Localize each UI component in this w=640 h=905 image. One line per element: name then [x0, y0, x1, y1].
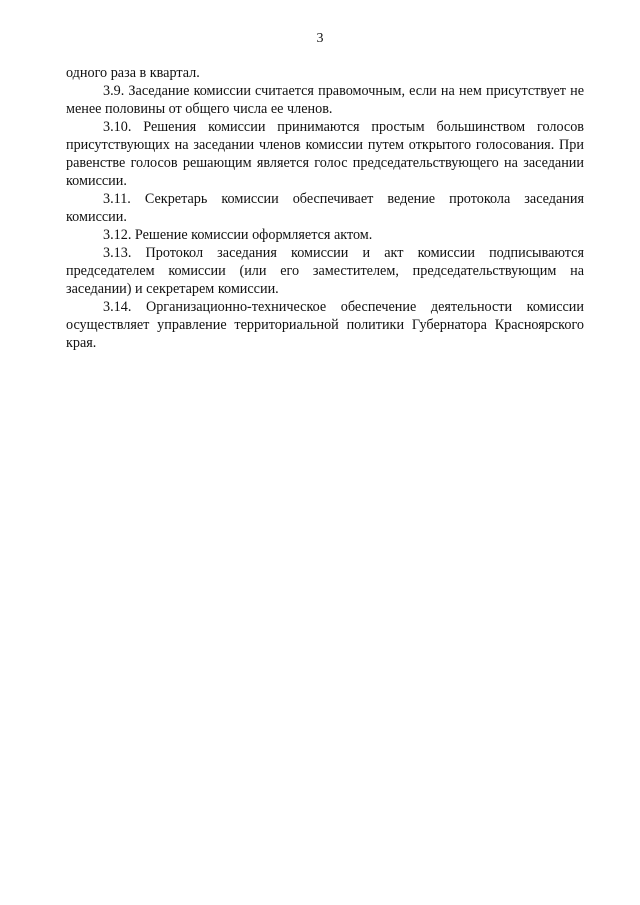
paragraph-3-12: 3.12. Решение комиссии оформляется актом. — [103, 227, 373, 243]
paragraph-continuation: одного раза в квартал. — [66, 65, 200, 81]
document-body — [66, 64, 584, 352]
paragraph-3-13: 3.13. Протокол заседания комиссии и акт комиссии подписываются председателем комиссии (или его заместителем, председательствующим на заседании) и секретарем комиссии. — [66, 245, 584, 297]
paragraph-3-14: 3.14. Организационно-техническое обеспечение деятельности комиссии осуществляет управление территориальной политики Губернатора Красноярского края. — [66, 299, 584, 351]
page-number: 3 — [316, 31, 324, 46]
paragraph-3-10: 3.10. Решения комиссии принимаются простым большинством голосов присутствующих на заседании членов комиссии путем открытого голосования. При равенстве голосов решающим является голос председательствующего на заседании комиссии. — [66, 119, 584, 189]
paragraph-3-11: 3.11. Секретарь комиссии обеспечивает ведение протокола заседания комиссии. — [66, 191, 584, 225]
paragraph-3-9: 3.9. Заседание комиссии считается правомочным, если на нем присутствует не менее половины от общего числа ее членов. — [66, 83, 584, 117]
